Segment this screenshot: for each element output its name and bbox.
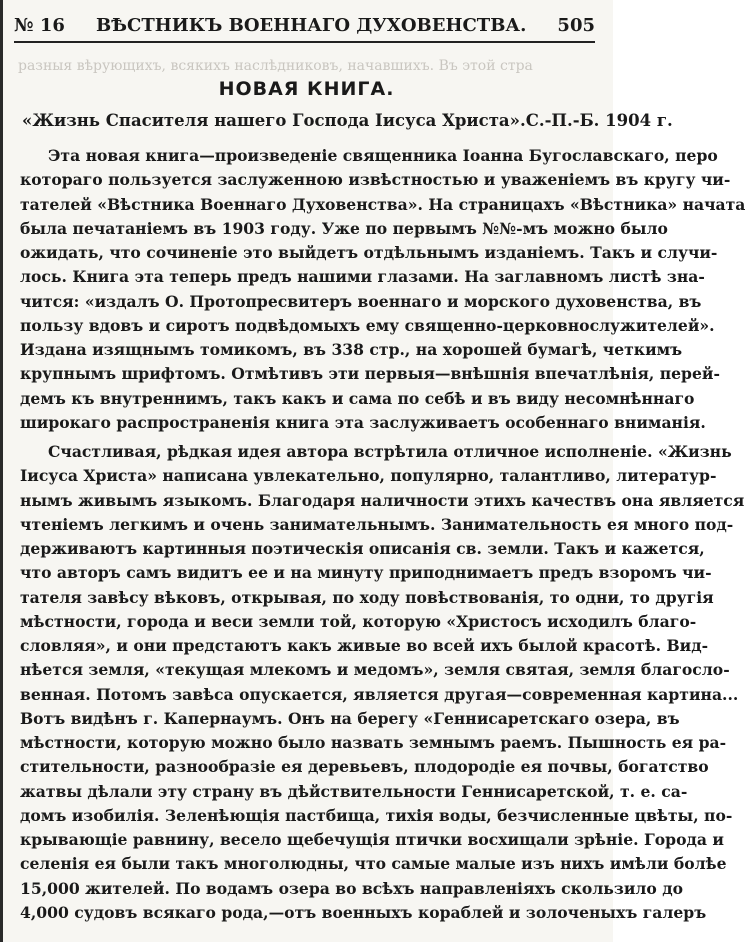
text-line: мѣстности, города и веси земли той, которую «Христосъ исходилъ благо- (20, 611, 697, 631)
text-line: чится: «издалъ О. Протопресвитеръ военнаго и морского духовенства, въ (20, 291, 702, 311)
text-line: широкаго распространенія книга эта заслуживаетъ особеннаго вниманія. (20, 412, 706, 432)
book-title-text: «Жизнь Спасителя нашего Господа Іисуса Христа». (22, 111, 526, 130)
text-line: ожидать, что сочиненіе это выйдетъ отдѣльнымъ изданіемъ. Такъ и случи- (20, 243, 718, 262)
article-title: НОВАЯ КНИГА. (218, 78, 395, 100)
text-line: нымъ живымъ языкомъ. Благодаря наличности этихъ качествъ она является (20, 490, 745, 510)
text-line: Издана изящнымъ томикомъ, въ 338 стр., на хорошей бумагѣ, четкимъ (20, 340, 683, 359)
text-line: крывающіе равнину, весело щебечущія птички восхищали зрѣніе. Города и (20, 830, 724, 849)
text-line: демъ къ внутреннимъ, такъ какъ и сама по себѣ и въ виду несомнѣннаго (20, 388, 695, 408)
header-rule (14, 41, 595, 43)
text-line: держиваютъ картинныя поэтическія описанія св. земли. Такъ и кажется, (20, 539, 705, 558)
text-line: тателей «Вѣстника Военнаго Духовенства». На страницахъ «Вѣстника» начата (20, 194, 745, 214)
scan-edge-bar (0, 0, 3, 942)
text-line: Вотъ видѣнъ г. Капернаумъ. Онъ на берегу «Геннисаретскаго озера, въ (20, 708, 680, 728)
text-line: что авторъ самъ видитъ ее и на минуту приподнимаетъ предъ взоромъ чи- (20, 563, 712, 583)
book-title-place-year: С.-П.-Б. 1904 г. (525, 111, 673, 130)
running-header (14, 10, 595, 40)
article-body (20, 144, 745, 925)
text-line: нѣется земля, «текущая млекомъ и медомъ», земля святая, земля благосло- (20, 660, 730, 680)
text-line: Эта новая книга—произведеніе священника Іоанна Бугославскаго, перо (48, 146, 718, 165)
bleed-through-text: разныя вѣрующихъ, всякихъ наслѣдниковъ, начавшихъ. Въ этой стра (18, 58, 533, 74)
text-line: Счастливая, рѣдкая идея автора встрѣтила отличное исполненіе. «Жизнь (48, 442, 732, 461)
text-line: селенія ея были такъ многолюдны, что самые малые изъ нихъ имѣли болѣе (20, 854, 727, 874)
text-line: мѣстности, которую можно было назвать земнымъ раемъ. Пышность ея ра- (20, 733, 727, 752)
text-line: венная. Потомъ завѣса опускается, является другая—современная картина... (20, 684, 739, 704)
text-line: была печатаніемъ въ 1903 году. Уже по первымъ №№-мъ можно было (20, 218, 668, 238)
issue-number: № 16 (14, 14, 65, 36)
text-line: крупнымъ шрифтомъ. Отмѣтивъ эти первыя—внѣшнія впечатлѣнія, перей- (20, 364, 720, 384)
book-title (22, 111, 673, 130)
text-line: словляя», и они предстаютъ какъ живые во всей ихъ былой красотѣ. Вид- (20, 636, 709, 655)
journal-title: ВѢСТНИКЪ ВОЕННАГО ДУХОВЕНСТВА. (95, 14, 527, 36)
text-line: домъ изобилія. Зеленѣющія пастбища, тихія воды, безчисленные цвѣты, по- (20, 805, 733, 825)
text-line: жатвы дѣлали эту страну въ дѣйствительности Геннисаретской, т. е. са- (20, 781, 688, 801)
text-line: тателя завѣсу вѣковъ, открывая, по ходу повѣствованія, то одни, то другія (20, 587, 714, 607)
text-line: 4,000 судовъ всякаго рода,—отъ военныхъ кораблей и золоченыхъ галеръ (20, 902, 707, 922)
text-line: котораго пользуется заслуженною извѣстностью и уваженіемъ въ кругу чи- (20, 170, 731, 190)
text-line: лось. Книга эта теперь предъ нашими глазами. На заглавномъ листѣ зна- (20, 267, 705, 287)
page-number: 505 (557, 14, 595, 36)
text-line: 15,000 жителей. По водамъ озера во всѣхъ направленіяхъ скользило до (20, 878, 684, 898)
text-line: чтеніемъ легкимъ и очень занимательнымъ. Занимательность ея много под- (20, 514, 734, 534)
text-line: пользу вдовъ и сиротъ подвѣдомыхъ ему священно-церковнослужителей». (20, 315, 715, 335)
text-line: стительности, разнообразіе ея деревьевъ, плодородіе ея почвы, богатство (20, 757, 709, 777)
text-line: Іисуса Христа» написана увлекательно, популярно, талантливо, литератур- (20, 466, 717, 486)
